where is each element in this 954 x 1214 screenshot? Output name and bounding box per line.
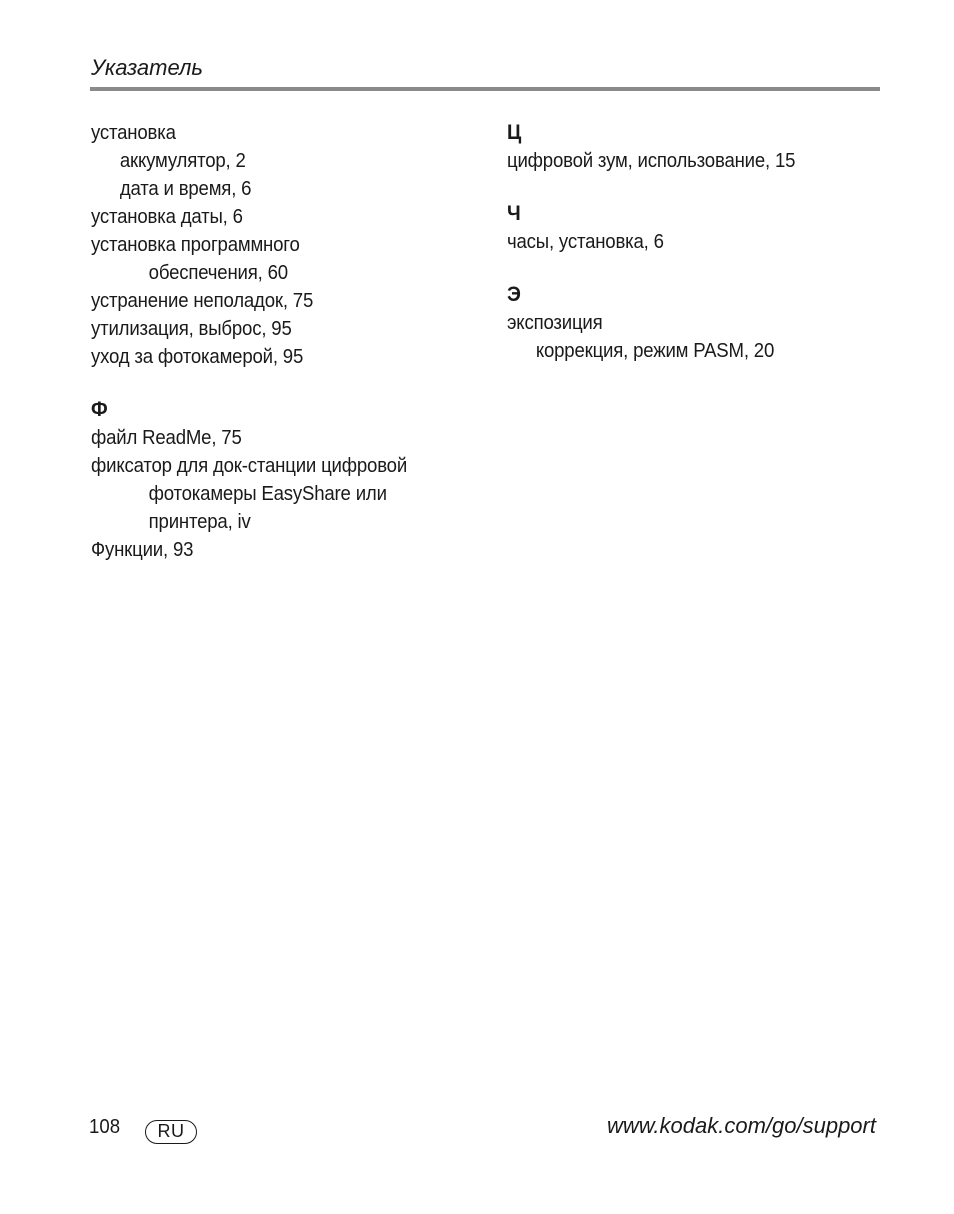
index-entry-continuation: фотокамеры EasyShare или (148, 483, 387, 505)
index-entry: файл ReadMe, 75 (91, 427, 242, 449)
index-entry: цифровой зум, использование, 15 (507, 150, 796, 172)
index-entry-continuation: обеспечения, 60 (148, 262, 288, 284)
page-number: 108 (89, 1116, 121, 1138)
index-entry: утилизация, выброс, 95 (91, 318, 292, 340)
index-section-letter: Ц (507, 121, 522, 144)
index-subentry: аккумулятор, 2 (119, 150, 246, 172)
index-entry: установка даты, 6 (91, 206, 243, 228)
index-section-letter: Ч (507, 202, 521, 225)
page-title: Указатель (91, 55, 203, 80)
index-entry: установка программного (91, 234, 300, 256)
index-subentry: коррекция, режим PASM, 20 (535, 340, 775, 362)
index-entry-continuation: принтера, iv (148, 511, 251, 533)
language-badge: RU (145, 1120, 197, 1144)
index-section-letter: Ф (91, 398, 108, 421)
index-entry: установка (91, 122, 176, 144)
index-entry: часы, установка, 6 (507, 231, 664, 253)
support-url[interactable]: www.kodak.com/go/support (606, 1113, 876, 1138)
index-entry: фиксатор для док-станции цифровой (91, 455, 408, 477)
index-column-right (507, 119, 879, 365)
index-entry: уход за фотокамерой, 95 (91, 346, 304, 368)
index-entry: устранение неполадок, 75 (91, 290, 314, 312)
section-spacer (507, 256, 879, 281)
index-entry: экспозиция (507, 312, 603, 334)
index-column-left (91, 119, 463, 564)
index-subentry: дата и время, 6 (119, 178, 252, 200)
index-section-letter: Э (507, 283, 521, 306)
section-spacer (91, 371, 463, 396)
header-divider (90, 87, 880, 91)
section-spacer (507, 175, 879, 200)
index-entry: Функции, 93 (91, 539, 194, 561)
